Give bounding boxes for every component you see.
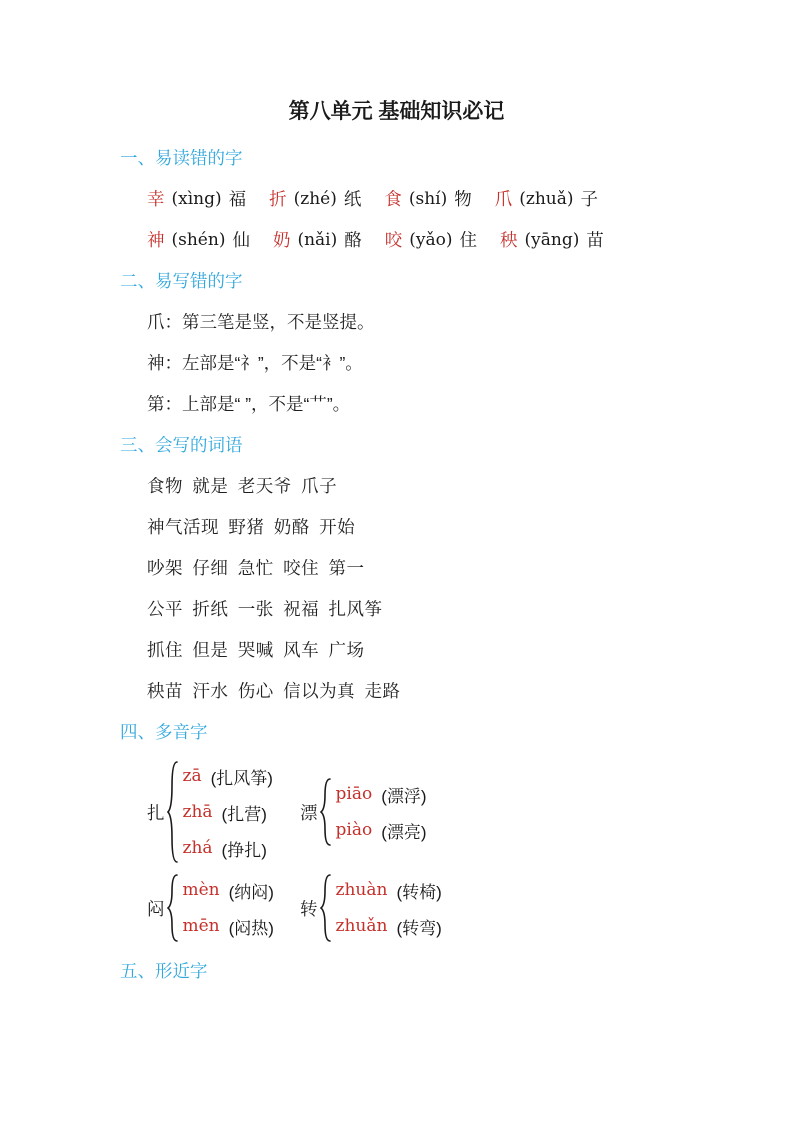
- polyphone-pinyin: piào: [335, 820, 373, 840]
- polyphone-char: 扎: [147, 802, 165, 823]
- polyphone-word: (纳闷): [228, 882, 274, 902]
- polyphone-group-zha: [147, 758, 300, 866]
- pinyin: (shén): [171, 229, 226, 250]
- companion-char: 仙: [232, 230, 250, 250]
- section-heading-words-to-write: 三、会写的词语: [120, 435, 243, 455]
- companion-char: 福: [228, 189, 247, 209]
- polyphone-entries: [336, 776, 427, 848]
- rule-line: 神：左部是“礻”，不是“衤”。: [147, 353, 363, 373]
- rule-line: 爪：第三笔是竖，不是竖提。: [147, 312, 375, 332]
- polyphone-entries: [183, 872, 274, 944]
- polyphone-entry: [336, 908, 442, 944]
- misread-char: 奶: [272, 230, 291, 250]
- polyphone-entry: [336, 812, 427, 848]
- polyphone-pinyin: zhuàn: [335, 880, 388, 900]
- polyphone-pinyin: piāo: [335, 784, 373, 804]
- brace-icon: [167, 873, 179, 943]
- polyphone-group-zhuan: [300, 872, 442, 944]
- pinyin-row: [147, 219, 793, 260]
- polyphone-word: (闷热): [228, 918, 274, 938]
- rule-line: 第：上部是“ ”，不是“艹”。: [147, 394, 351, 414]
- polyphone-pinyin: zhā: [182, 802, 213, 822]
- companion-char: 物: [454, 189, 472, 209]
- char-group: [384, 186, 471, 211]
- section-heading-miswritten-chars: 二、易写错的字: [120, 271, 243, 291]
- polyphone-entries: [183, 758, 273, 866]
- misread-char: 幸: [147, 189, 165, 209]
- char-group: [500, 227, 604, 252]
- polyphone-pinyin: zhuǎn: [335, 916, 388, 936]
- section-heading-polyphones: 四、多音字: [120, 722, 208, 742]
- polyphone-entry: [336, 776, 427, 812]
- misread-char: 神: [147, 230, 165, 250]
- section-heading-misread-chars: 一、易读错的字: [120, 148, 243, 168]
- char-group: [147, 227, 250, 252]
- polyphone-word: (漂亮): [381, 822, 427, 842]
- polyphone-group-piao: [300, 776, 442, 848]
- char-group: [495, 186, 598, 211]
- pinyin: (yǎo): [409, 229, 453, 250]
- polyphone-entries: [336, 872, 442, 944]
- misread-char: 爪: [494, 189, 513, 209]
- polyphone-entry: [183, 758, 273, 794]
- companion-char: 子: [580, 189, 598, 209]
- brace-icon: [320, 777, 332, 847]
- page-title: 第八单元 基础知识必记: [288, 100, 505, 123]
- pinyin: (shí): [408, 188, 448, 209]
- word-line: 公平 折纸 一张 祝福 扎风筝: [147, 599, 383, 619]
- word-line: 抓住 但是 哭喊 风车 广场: [147, 640, 365, 660]
- polyphone-pinyin: mēn: [182, 916, 220, 936]
- polyphone-pinyin: mèn: [182, 880, 220, 900]
- companion-char: 住: [459, 230, 477, 250]
- polyphone-word: (漂浮): [381, 786, 427, 806]
- word-line: 神气活现 野猪 奶酪 开始: [147, 517, 356, 537]
- document-body: [120, 137, 793, 991]
- polyphone-word: (转椅): [396, 882, 442, 902]
- polyphone-char: 闷: [147, 898, 165, 919]
- pinyin: (xìng): [171, 188, 222, 209]
- char-group: [269, 186, 361, 211]
- polyphone-entry: [336, 872, 442, 908]
- word-line: 秧苗 汗水 伤心 信以为真 走路: [147, 681, 401, 701]
- pinyin: (yāng): [524, 229, 580, 250]
- companion-char: 苗: [586, 230, 604, 250]
- polyphone-grid: [147, 758, 793, 944]
- polyphone-word: (挣扎): [221, 840, 267, 860]
- polyphone-entry: [183, 908, 274, 944]
- word-line: 吵架 仔细 急忙 咬住 第一: [147, 558, 365, 578]
- polyphone-entry: [183, 830, 273, 866]
- brace-icon: [167, 760, 179, 864]
- char-group: [147, 186, 246, 211]
- misread-char: 秧: [500, 230, 518, 250]
- pinyin: (zhé): [293, 188, 337, 209]
- misread-char: 食: [384, 189, 402, 209]
- companion-char: 纸: [343, 189, 362, 209]
- pinyin: (nǎi): [297, 229, 338, 250]
- char-group: [385, 227, 477, 252]
- polyphone-char: 漂: [300, 802, 318, 823]
- word-line: 食物 就是 老天爷 爪子: [147, 476, 338, 496]
- pinyin-row: [147, 178, 793, 219]
- polyphone-pinyin: zā: [182, 766, 202, 786]
- polyphone-pinyin: zhá: [182, 838, 213, 858]
- section-heading-similar-chars: 五、形近字: [120, 961, 208, 981]
- polyphone-char: 转: [300, 898, 318, 919]
- polyphone-word: (扎营): [221, 804, 267, 824]
- polyphone-entry: [183, 872, 274, 908]
- char-group: [273, 227, 362, 252]
- companion-char: 酪: [344, 230, 362, 250]
- brace-icon: [320, 873, 332, 943]
- misread-char: 咬: [384, 230, 403, 250]
- polyphone-word: (转弯): [396, 918, 442, 938]
- polyphone-entry: [183, 794, 273, 830]
- pinyin: (zhuǎ): [519, 188, 574, 209]
- polyphone-group-men: [147, 872, 300, 944]
- misread-char: 折: [269, 189, 287, 209]
- polyphone-word: (扎风筝): [210, 768, 273, 788]
